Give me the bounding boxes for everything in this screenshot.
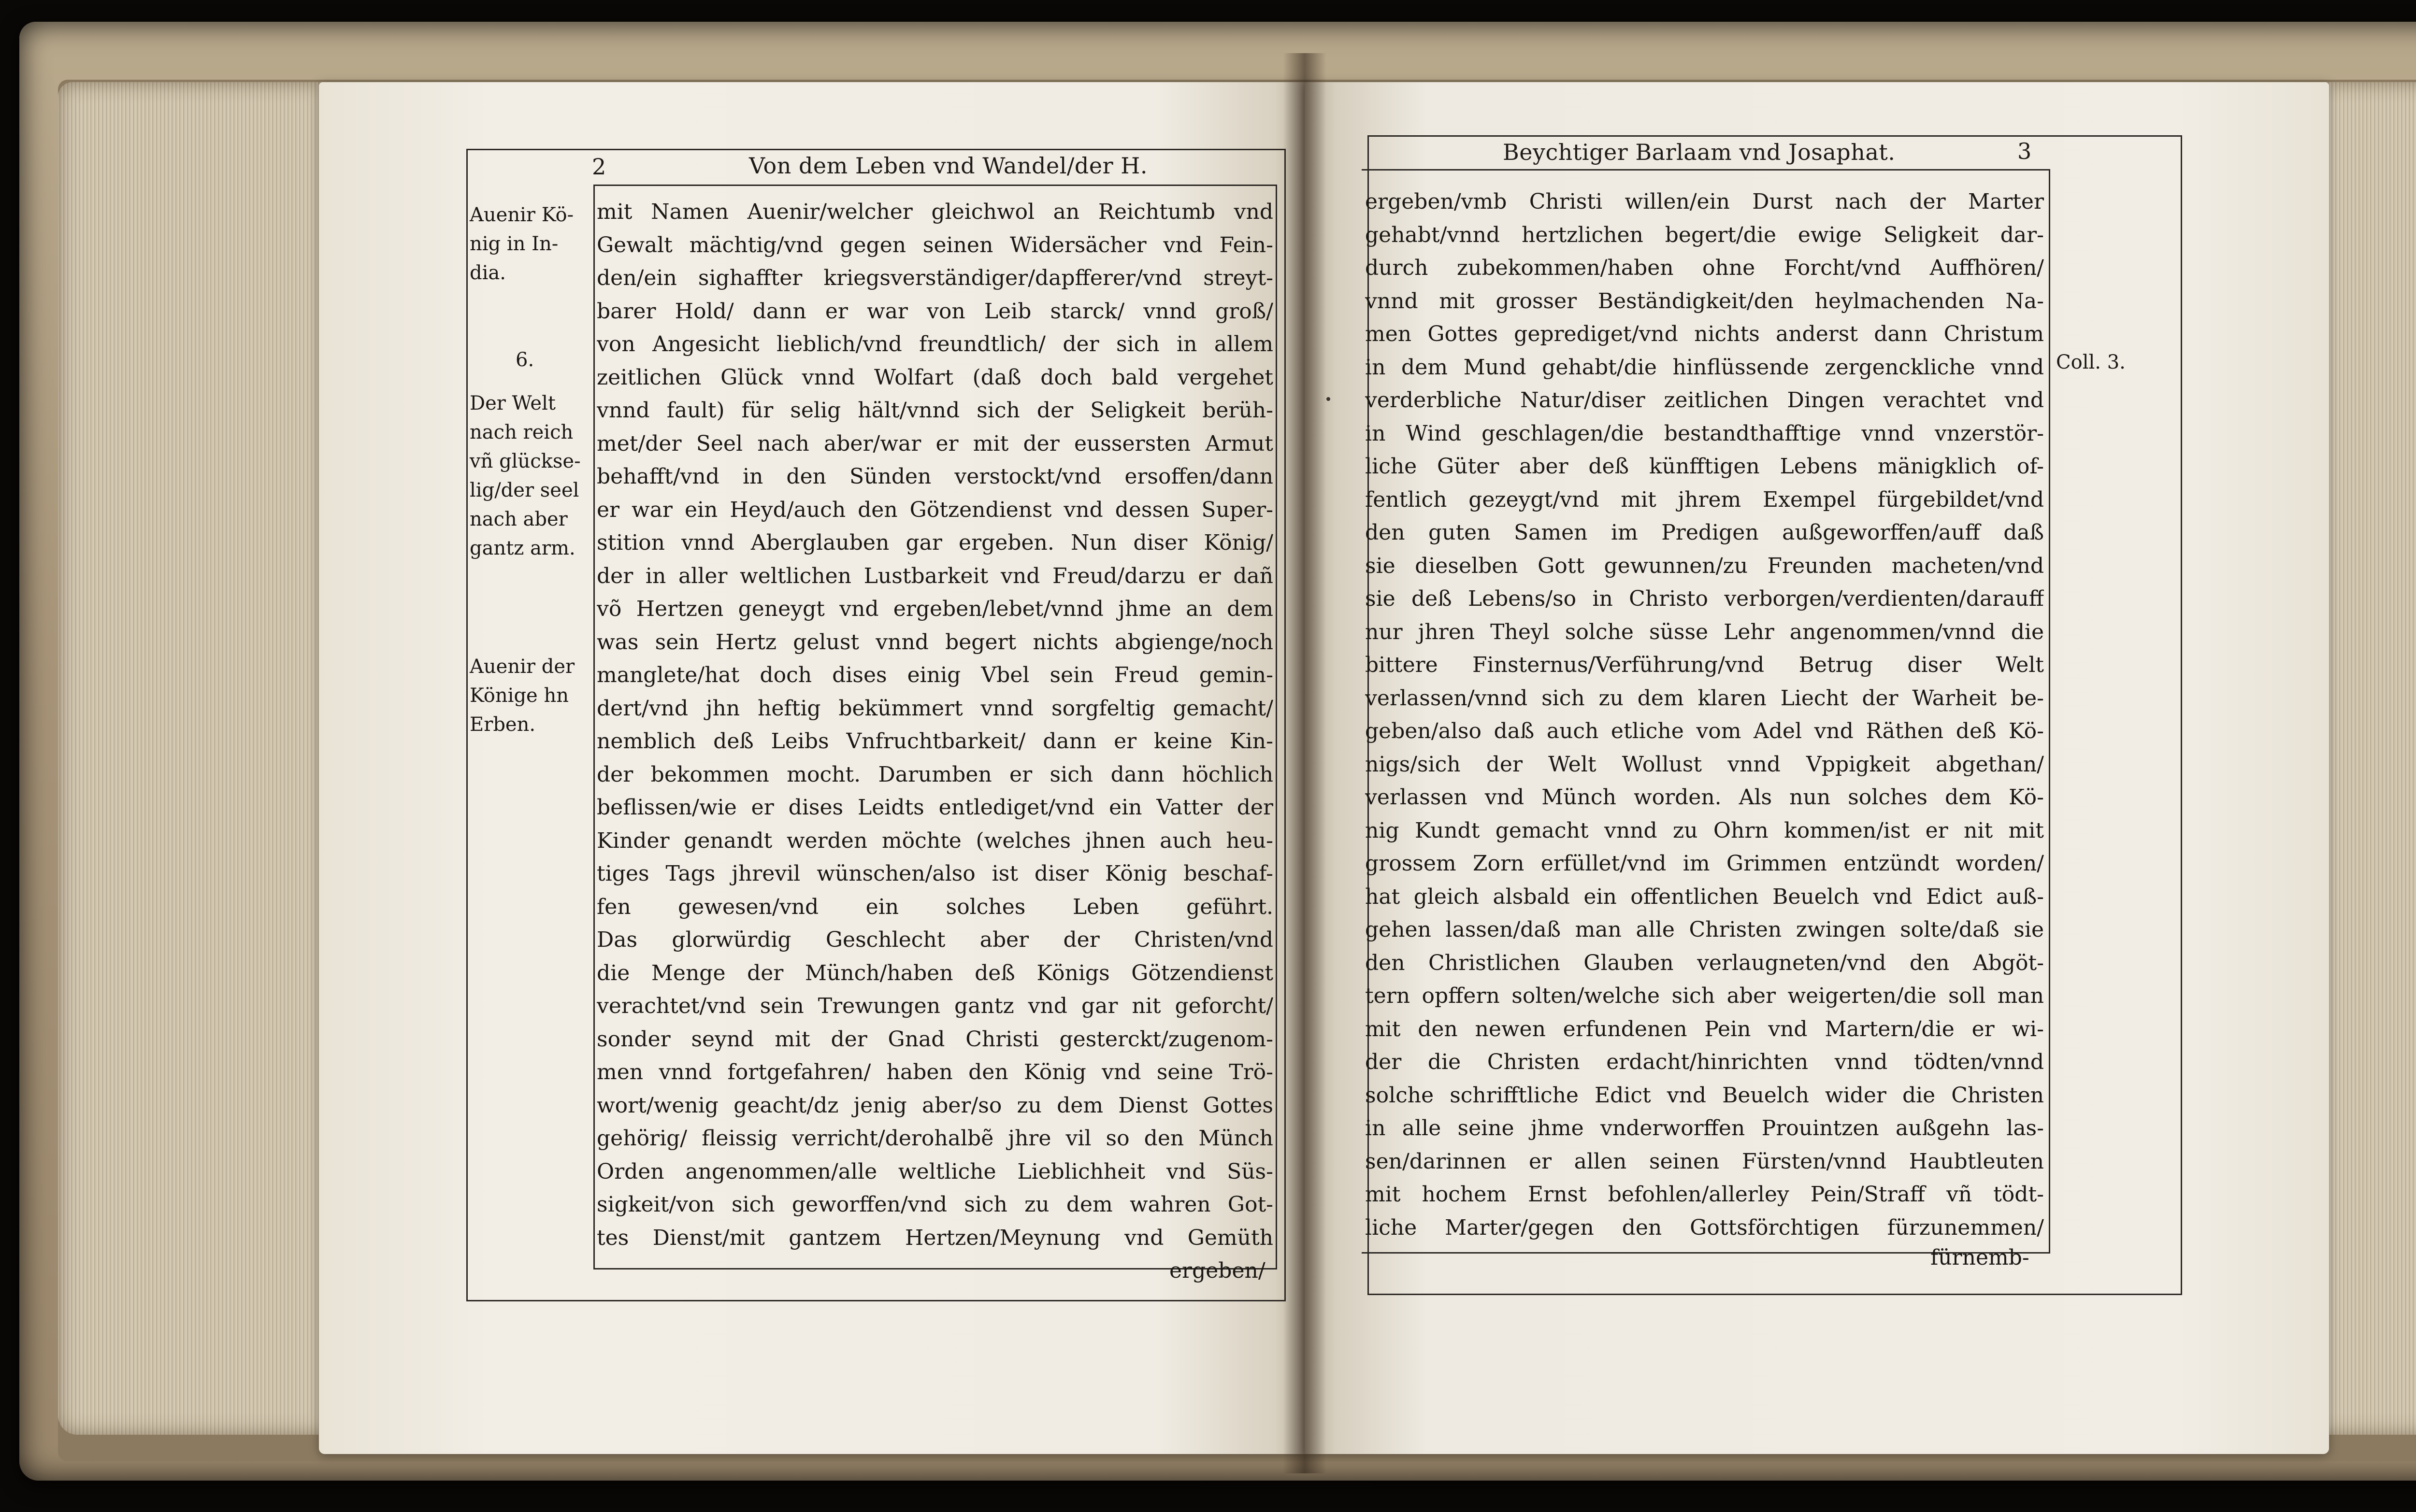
text-line: wort/wenig geacht/dz jenig aber/so zu dem Dienst Gottes [597,1093,1273,1118]
text-line: Das glorwürdig Geschlecht aber der Christen/vnd [597,927,1273,952]
text-line: in Wind geschlagen/die bestandthafftige vnnd vnzerstör- [1365,421,2044,446]
text-line: võ Hertzen geneygt vnd ergeben/lebet/vnnd jhme an dem [597,597,1273,621]
text-line: was sein Hertz gelust vnnd begert nichts abgienge/noch [597,629,1273,655]
text-line: tes Dienst/mit gantzem Hertzen/Meynung vnd Gemüth [597,1225,1273,1250]
margin-note-line: Könige hn [470,685,569,707]
text-line: sie deß Lebens/so in Christo verborgen/verdienten/darauff [1365,586,2044,611]
text-line: mit Namen Auenir/welcher gleichwol an Reichtumb vnd [597,200,1273,224]
text-line: gehen lassen/daß man alle Christen zwingen solte/daß sie [1365,917,2044,942]
text-line: geben/also daß auch etliche vom Adel vnd Räthen deß Kö- [1365,719,2044,743]
left-page-text [597,196,1273,1255]
text-line: bittere Finsternus/Verführung/vnd Betrug diser Welt [1365,653,2044,677]
margin-note-line: Erben. [470,713,536,736]
text-line: Gewalt mächtig/vnd gegen seinen Widersächer vnd Fein- [597,232,1273,257]
book-gutter [1283,53,1326,1473]
text-line: manglete/hat doch dises einig Vbel sein Freud gemin- [597,663,1273,687]
left-text-right-rule [1276,185,1277,1269]
text-line: stition vnnd Aberglauben gar ergeben. Nun diser König/ [597,530,1273,555]
right-margin-column-rule [2049,169,2050,1254]
text-line: die Menge der Münch/haben deß Königs Götzendienst [597,960,1273,985]
margin-note [516,345,534,374]
text-line: den guten Samen im Predigen außgeworffen/auff daß [1365,520,2044,545]
left-margin-column-rule [593,185,595,1269]
text-line: hat gleich alsbald ein offentlichen Beuelch vnd Edict auß- [1365,884,2044,909]
text-line: der in aller weltlichen Lustbarkeit vnd Freud/darzu er dañ [597,563,1273,588]
right-catchword: fürnemb- [1930,1245,2029,1270]
text-line: Kinder genandt werden möchte (welches jhnen auch heu- [597,828,1273,853]
text-line: nur jhren Theyl solche süsse Lehr angenommen/vnnd die [1365,619,2044,644]
text-line: sigkeit/von sich geworffen/vnd sich zu dem wahren Got- [597,1192,1273,1217]
margin-note-line: nach reich [470,421,574,443]
text-line: fen gewesen/vnd ein solches Leben geführt. [597,894,1273,919]
text-line: nigs/sich der Welt Wollust vnnd Vppigkeit abgethan/ [1365,752,2044,777]
margin-note-line: Coll. 3. [2056,351,2126,373]
right-page-text [1365,185,2044,1244]
text-line: in dem Mund gehabt/die hinflüssende zergenckliche vnnd [1365,355,2044,380]
margin-note-line: 6. [516,349,534,371]
text-line: vnnd mit grosser Beständigkeit/den heylmachenden Na- [1365,288,2044,314]
text-line: verderbliche Natur/diser zeitlichen Dingen verachtet vnd [1365,388,2044,413]
text-line: dert/vnd jhn heftig bekümmert vnnd sorgfeltig gemacht/ [597,696,1273,721]
text-line: men vnnd fortgefahren/ haben den König vnd seine Trö- [597,1060,1273,1084]
margin-note [470,200,574,287]
text-line: der die Christen erdacht/hinrichten vnnd tödten/vnnd [1365,1050,2044,1074]
text-line: verlassen/vnnd sich zu dem klaren Liecht der Warheit be- [1365,685,2044,711]
margin-note-line: nach aber [470,508,568,530]
margin-note [470,652,575,739]
text-line: beflissen/wie er dises Leidts entlediget/vnd ein Vatter der [597,795,1273,820]
left-running-head: Von dem Leben vnd Wandel/der H. [749,153,1148,179]
text-line: den Christlichen Glauben verlaugneten/vnd den Abgöt- [1365,950,2044,975]
text-line: verachtet/vnd sein Trewungen gantz vnd gar nit geforcht/ [597,994,1273,1018]
text-line: Orden angenommen/alle weltliche Lieblichheit vnd Süs- [597,1159,1273,1184]
text-line: nig Kundt gemacht vnnd zu Ohrn kommen/ist er nit mit [1365,818,2044,843]
text-line: er war ein Heyd/auch den Götzendienst vnd dessen Super- [597,497,1273,522]
text-line: mit den newen erfundenen Pein vnd Martern/die er wi- [1365,1016,2044,1041]
text-line: zeitlichen Glück vnnd Wolfart (daß doch bald vergehet [597,365,1273,390]
margin-note-line: gantz arm. [470,537,575,559]
text-line: sonder seynd mit der Gnad Christi gesterckt/zugenom- [597,1027,1273,1052]
margin-note-line: Auenir der [470,656,575,678]
text-line: gehabt/vnnd hertzlichen begert/die ewige Seligkeit dar- [1365,222,2044,247]
text-line: ergeben/vmb Christi willen/ein Durst nach der Marter [1365,189,2044,214]
margin-note-line: vñ glückse- [470,450,581,472]
margin-note-line: lig/der seel [470,479,579,501]
text-line: liche Marter/gegen den Gottsförchtigen fürzunemmen/ [1365,1215,2044,1240]
text-line: sie dieselben Gott gewunnen/zu Freunden macheten/vnd [1365,553,2044,578]
right-header-rule [1362,169,2050,171]
text-line: verlassen vnd Münch worden. Als nun solches dem Kö- [1365,785,2044,810]
margin-note-line: nig in In- [470,233,559,255]
text-line: liche Güter aber deß künfftigen Lebens mänigklich of- [1365,454,2044,479]
text-line: met/der Seel nach aber/war er mit der eussersten Armut [597,431,1273,456]
gutter-mark [1326,397,1330,401]
text-line: men Gottes geprediget/vnd nichts anderst dann Christum [1365,322,2044,346]
text-line: von Angesicht lieblich/vnd freundtlich/ der sich in allem [597,332,1273,357]
left-page-edges [58,82,329,1435]
margin-note-line: Der Welt [470,392,556,414]
left-catchword: ergeben/ [1169,1258,1266,1283]
right-page-number: 3 [2017,138,2032,164]
text-line: tern opffern solten/welche sich aber weigerten/die soll man [1365,984,2044,1008]
text-line: grossem Zorn erfüllet/vnd im Grimmen entzündt worden/ [1365,851,2044,876]
text-line: den/ein sighaffter kriegsverständiger/dapfferer/vnd streyt- [597,266,1273,290]
text-line: fentlich gezeygt/vnd mit jhrem Exempel fürgebildet/vnd [1365,487,2044,512]
text-line: solche schrifftliche Edict vnd Beuelch wider die Christen [1365,1083,2044,1108]
text-line: in alle seine jhme vnderworffen Prouintzen außgehn las- [1365,1116,2044,1141]
text-line: vnnd fault) für selig hält/vnnd sich der Seligkeit berüh- [597,398,1273,423]
margin-note [470,389,581,563]
text-line: gehörig/ fleissig verricht/derohalbẽ jhre vil so den Münch [597,1126,1273,1151]
margin-note-line: dia. [470,262,506,284]
text-line: tiges Tags jhrevil wünschen/also ist diser König beschaf- [597,861,1273,886]
text-line: barer Hold/ dann er war von Leib starck/ vnnd groß/ [597,299,1273,324]
text-line: sen/darinnen er allen seinen Fürsten/vnnd Haubtleuten [1365,1149,2044,1174]
right-running-head: Beychtiger Barlaam vnd Josaphat. [1503,139,1896,165]
margin-note-line: Auenir Kö- [470,204,574,226]
left-header-rule [593,185,1277,186]
margin-note [2056,348,2126,377]
text-line: nemblich deß Leibs Vnfruchtbarkeit/ dann er keine Kin- [597,729,1273,754]
text-line: mit hochem Ernst befohlen/allerley Pein/Straff vñ tödt- [1365,1182,2044,1207]
left-page-number: 2 [592,154,606,180]
text-line: behafft/vnd in den Sünden verstockt/vnd ersoffen/dann [597,464,1273,489]
text-line: der bekommen mocht. Darumben er sich dann höchlich [597,762,1273,787]
text-line: durch zubekommen/haben ohne Forcht/vnd Auffhören/ [1365,256,2044,280]
